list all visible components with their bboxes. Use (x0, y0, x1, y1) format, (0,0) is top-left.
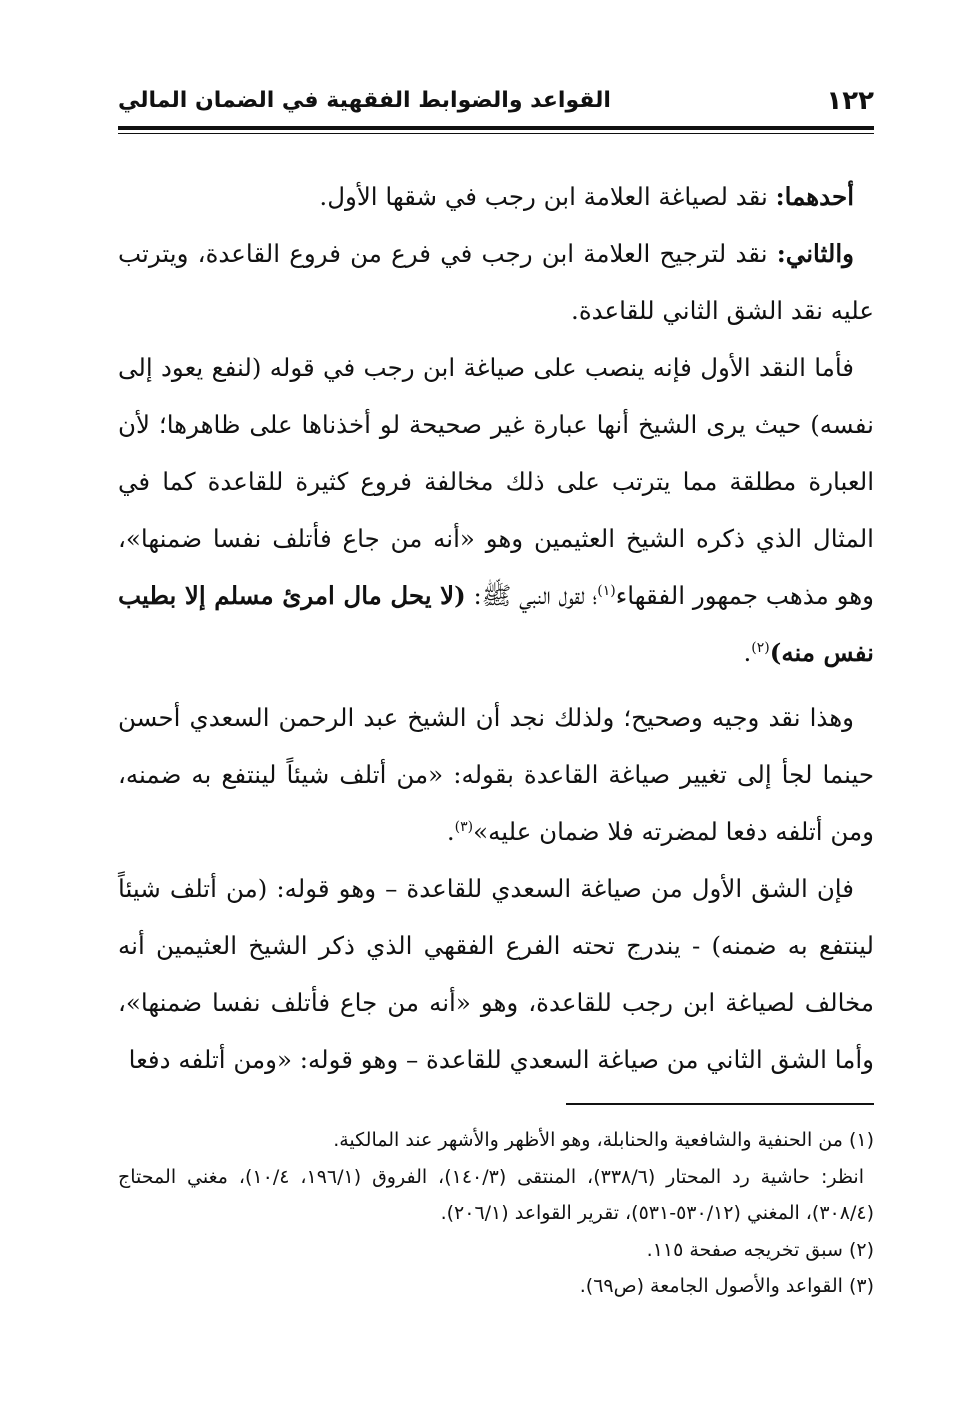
paragraph-4-end: . (446, 817, 455, 846)
running-title: القواعد والضوابط الفقهية في الضمان المالي (118, 88, 611, 113)
header-rule-thick (118, 126, 874, 130)
footnote-separator (566, 1103, 874, 1105)
footnote-ref-2: (٢) (751, 639, 770, 656)
page-header (118, 86, 874, 122)
paragraph-2-text: نقد لترجيح العلامة ابن رجب في فرع من فروع القاعدة، ويترتب عليه نقد الشق الثاني للقاعدة. (118, 239, 874, 325)
footnotes (118, 1122, 874, 1305)
paragraph-1 (118, 168, 874, 225)
footnote-3: (٣) القواعد والأصول الجامعة (ص٦٩). (579, 1275, 874, 1297)
footnote-ref-3: (٣) (454, 818, 474, 835)
saadi-quote: «من أتلف شيئاً لينتفع به ضمنه، ومن أتلفه دفعا لمضرته فلا ضمان عليه» (118, 760, 874, 846)
paragraph-3-end: . (743, 638, 752, 667)
footnote-2: (٢) سبق تخريجه صفحة ١١٥. (646, 1238, 874, 1261)
page-number: ١٢٢ (826, 86, 874, 116)
main-text (118, 168, 874, 1088)
paragraph-3-text: فأما النقد الأول فإنه ينصب على صياغة ابن رجب في قوله (لنفع يعود إلى نفسه) حيث يرى الشيخ أنها عبارة غير صحيحة لو أخذناها على ظاهرها؛ لأن العبارة مطلقة مما يترتب على ذلك مخالفة فروع كثيرة للقاعدة كما في المثال الذي ذكره الشيخ العثيمين وهو «أنه من جاع فأتلف نفسا ضمنها»، وهو مذهب جمهور الفقهاء (118, 353, 874, 610)
paragraph-4-text: وهذا نقد وجيه وصحيح؛ ولذلك نجد أن الشيخ عبد الرحمن السعدي أحسن حينما لجأ إلى تغيير صياغة القاعدة بقوله: (118, 703, 875, 789)
paragraph-3-text-2: ؛ لقول النبي ﷺ: (465, 581, 598, 610)
paragraph-4 (118, 689, 874, 860)
paragraph-1-lead: أحدهما: (775, 182, 854, 211)
paragraph-5-text: فإن الشق الأول من صياغة السعدي للقاعدة – وهو قوله: (من أتلف شيئاً لينتفع به ضمنه) - يندرج تحته الفرع الفقهي الذي ذكر الشيخ العثيمين أنه مخالف لصياغة ابن رجب للقاعدة، وهو «أنه من جاع فأتلف نفسا ضمنها»، وأما الشق الثاني من صياغة السعدي للقاعدة – وهو قوله: «ومن أتلفه دفعا (118, 874, 874, 1074)
paragraph-2-lead: والثاني: (776, 239, 854, 268)
paragraph-2 (118, 225, 874, 339)
footnote-ref-1: (١) (597, 582, 616, 599)
paragraph-5 (118, 860, 874, 1088)
footnote-1: (١) من الحنفية والشافعية والحنابلة، وهو الأظهر والأشهر عند المالكية. (333, 1129, 874, 1151)
hadith-quote: (لا يحل مال امرئ مسلم إلا بطيب نفس منه) (118, 581, 874, 667)
header-rule-thin (118, 133, 874, 134)
paragraph-1-text: نقد لصياغة العلامة ابن رجب في شقها الأول. (319, 182, 776, 211)
footnote-1-continuation: انظر: حاشية رد المحتار (٣٣٨/٦)، المنتقى (١٤٠/٣)، الفروق (١٩٦/١، ١٠/٤)، مغني المحتاج (٣٠٨/٤)، المغني (٥٣٠/١٢-٥٣١)، تقرير القواعد (٢٠٦/١). (118, 1165, 874, 1224)
paragraph-3 (118, 339, 874, 681)
